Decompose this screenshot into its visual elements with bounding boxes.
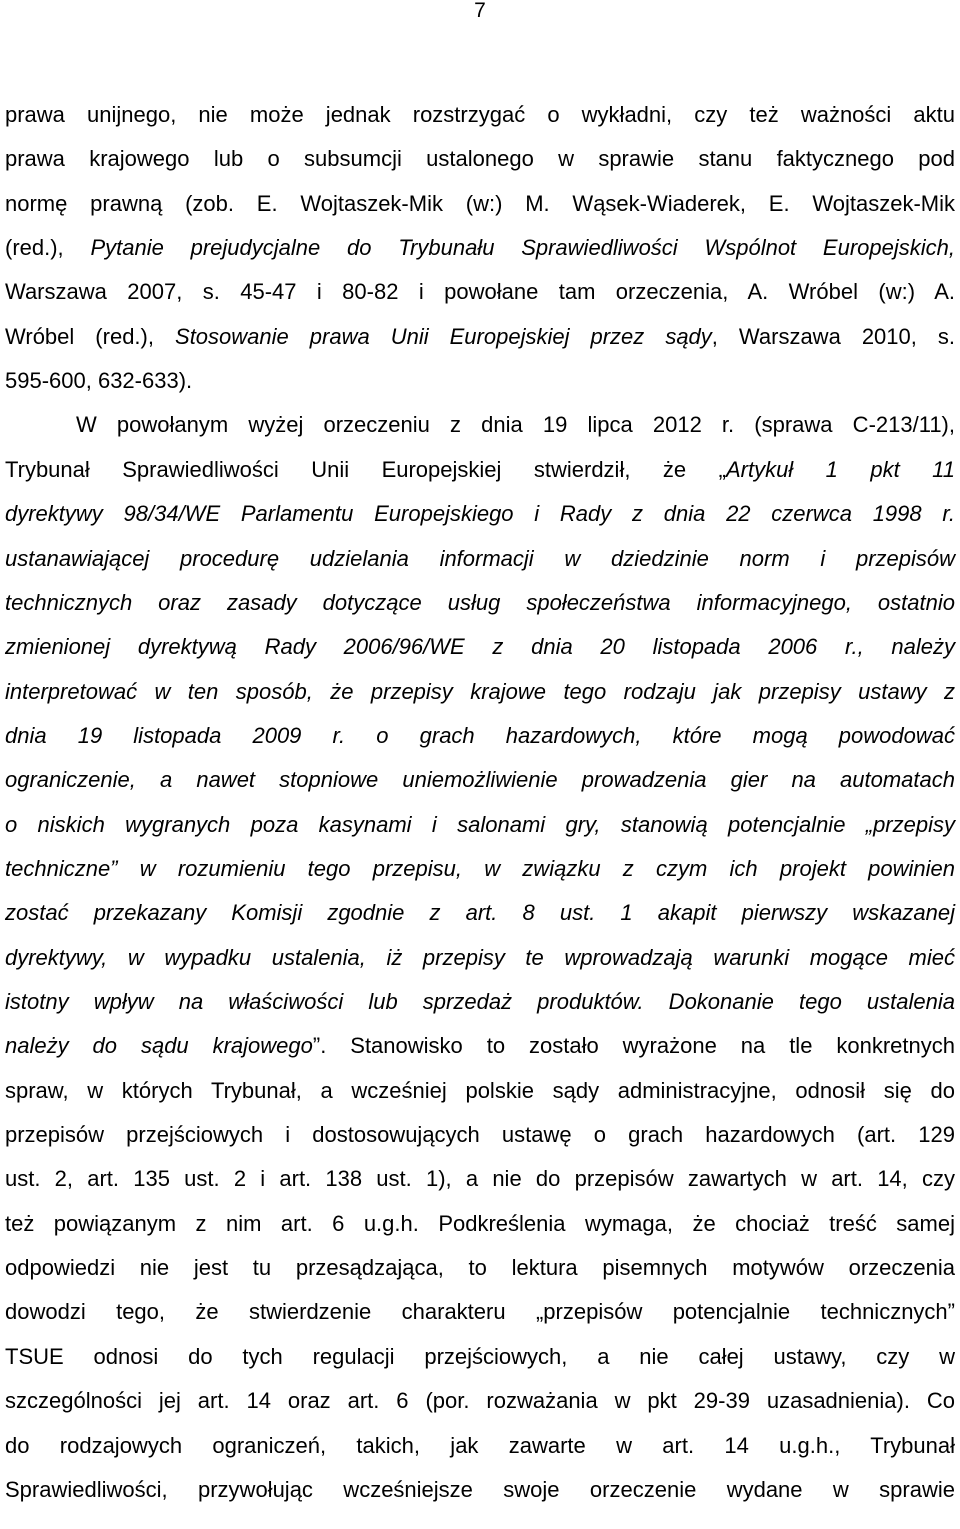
text-line — [5, 189, 955, 219]
italic-text: Artykuł 1 pkt 11 — [725, 456, 956, 482]
italic-text: o niskich wygranych poza kasynami i salonami gry, stanowią potencjalnie „przepisy — [5, 811, 955, 837]
text-run: też powiązanym z nim art. 6 u.g.h. Podkreślenia wymaga, że chociaż treść samej — [5, 1210, 955, 1236]
italic-text: istotny wpływ na właściwości lub sprzedaż produktów. Dokonanie tego ustalenia — [5, 989, 955, 1014]
text-line — [5, 1164, 955, 1194]
text-run: ”. Stanowisko to zostało wyrażone na tle konkretnych — [312, 1033, 955, 1059]
text-run: Sprawiedliwości, przywołując wcześniejsze swoje orzeczenie wydane w sprawie — [5, 1476, 955, 1502]
text-line — [5, 1342, 955, 1372]
italic-text: dyrektywy 98/34/WE Parlamentu Europejskiego i Rady z dnia 22 czerwca 1998 r. — [5, 501, 955, 527]
text-line — [5, 1386, 955, 1416]
text-line — [5, 1253, 955, 1283]
text-line — [5, 588, 955, 618]
italic-text: ograniczenie, a nawet stopniowe uniemożliwienie prowadzenia gier na automatach — [5, 767, 955, 793]
text-run: (red.), — [5, 235, 91, 261]
text-line — [5, 144, 955, 174]
italic-text: zmienionej dyrektywą Rady 2006/96/WE z dnia 20 listopada 2006 r., należy — [5, 634, 955, 660]
text-line — [5, 1209, 955, 1239]
text-run: 595-600, 632-633). — [5, 368, 193, 394]
italic-text: należy do sądu krajowego — [5, 1033, 313, 1059]
text-run: spraw, w których Trybunał, a wcześniej polskie sądy administracyjne, odnosił się do — [5, 1077, 955, 1103]
text-line — [5, 765, 955, 795]
text-line — [5, 987, 955, 1017]
text-line — [5, 1120, 955, 1150]
text-run: do rodzajowych ograniczeń, takich, jak zawarte w art. 14 u.g.h., Trybunał — [5, 1432, 955, 1458]
text-line — [76, 410, 955, 440]
italic-text: dnia 19 listopada 2009 r. o grach hazardowych, które mogą powodować — [5, 722, 955, 748]
text-run: normę prawną (zob. E. Wojtaszek-Mik (w:) M. Wąsek-Wiaderek, E. Wojtaszek-Mik — [5, 190, 955, 216]
text-run: TSUE odnosi do tych regulacji przejściowych, a nie całej ustawy, czy w — [5, 1343, 955, 1369]
text-line — [5, 366, 955, 396]
text-line — [5, 854, 955, 884]
text-line — [5, 943, 955, 973]
text-line — [5, 100, 955, 130]
text-line — [5, 277, 955, 307]
italic-text: techniczne” w rozumieniu tego przepisu, w związku z czym ich projekt powinien — [5, 855, 955, 881]
text-run: szczególności jej art. 14 oraz art. 6 (por. rozważania w pkt 29-39 uzasadnienia). Co — [5, 1388, 955, 1414]
text-line — [5, 233, 955, 263]
text-line — [5, 632, 955, 662]
italic-text: technicznych oraz zasady dotyczące usług społeczeństwa informacyjnego, ostatnio — [5, 589, 955, 615]
text-line — [5, 322, 955, 352]
text-run: prawa krajowego lub o subsumcji ustalonego w sprawie stanu faktycznego pod — [5, 146, 955, 172]
text-line — [5, 721, 955, 751]
text-run: dowodzi tego, że stwierdzenie charakteru „przepisów potencjalnie technicznych” — [5, 1299, 955, 1325]
text-line — [5, 544, 955, 574]
text-line — [5, 1475, 955, 1505]
page-number: 7 — [474, 0, 486, 22]
text-run: Warszawa 2007, s. 45-47 i 80-82 i powołane tam orzeczenia, A. Wróbel (w:) A. — [5, 279, 955, 305]
text-run: W powołanym wyżej orzeczeniu z dnia 19 lipca 2012 r. (sprawa C-213/11), — [76, 412, 955, 438]
text-line — [5, 1076, 955, 1106]
text-run: Trybunał Sprawiedliwości Unii Europejskiej stwierdził, że „ — [5, 456, 726, 482]
text-line — [5, 499, 955, 529]
text-line — [5, 455, 955, 485]
text-run: Wróbel (red.), — [5, 323, 176, 349]
text-line — [5, 1297, 955, 1327]
italic-text: zostać przekazany Komisji zgodnie z art. 8 ust. 1 akapit pierwszy wskazanej — [5, 900, 955, 926]
italic-text: ustanawiającej procedurę udzielania informacji w dziedzinie norm i przepisów — [5, 545, 955, 571]
text-line — [5, 898, 955, 928]
text-run: prawa unijnego, nie może jednak rozstrzygać o wykładni, czy też ważności aktu — [5, 102, 955, 127]
text-run: odpowiedzi nie jest tu przesądzająca, to lektura pisemnych motywów orzeczenia — [5, 1255, 955, 1281]
text-run: ust. 2, art. 135 ust. 2 i art. 138 ust. 1), a nie do przepisów zawartych w art. 14, czy — [5, 1166, 955, 1192]
italic-text: Stosowanie prawa Unii Europejskiej przez sądy — [175, 323, 712, 349]
text-line — [5, 1431, 955, 1461]
text-line — [5, 1031, 955, 1061]
text-run: , Warszawa 2010, s. — [711, 323, 956, 349]
text-line — [5, 810, 955, 840]
text-run: przepisów przejściowych i dostosowujących ustawę o grach hazardowych (art. 129 — [5, 1122, 955, 1148]
text-line — [5, 677, 955, 707]
italic-text: dyrektywy, w wypadku ustalenia, iż przepisy te wprowadzają warunki mogące mieć — [5, 944, 955, 970]
italic-text: interpretować w ten sposób, że przepisy krajowe tego rodzaju jak przepisy ustawy z — [5, 678, 955, 704]
italic-text: Pytanie prejudycjalne do Trybunału Sprawiedliwości Wspólnot Europejskich, — [90, 235, 955, 261]
